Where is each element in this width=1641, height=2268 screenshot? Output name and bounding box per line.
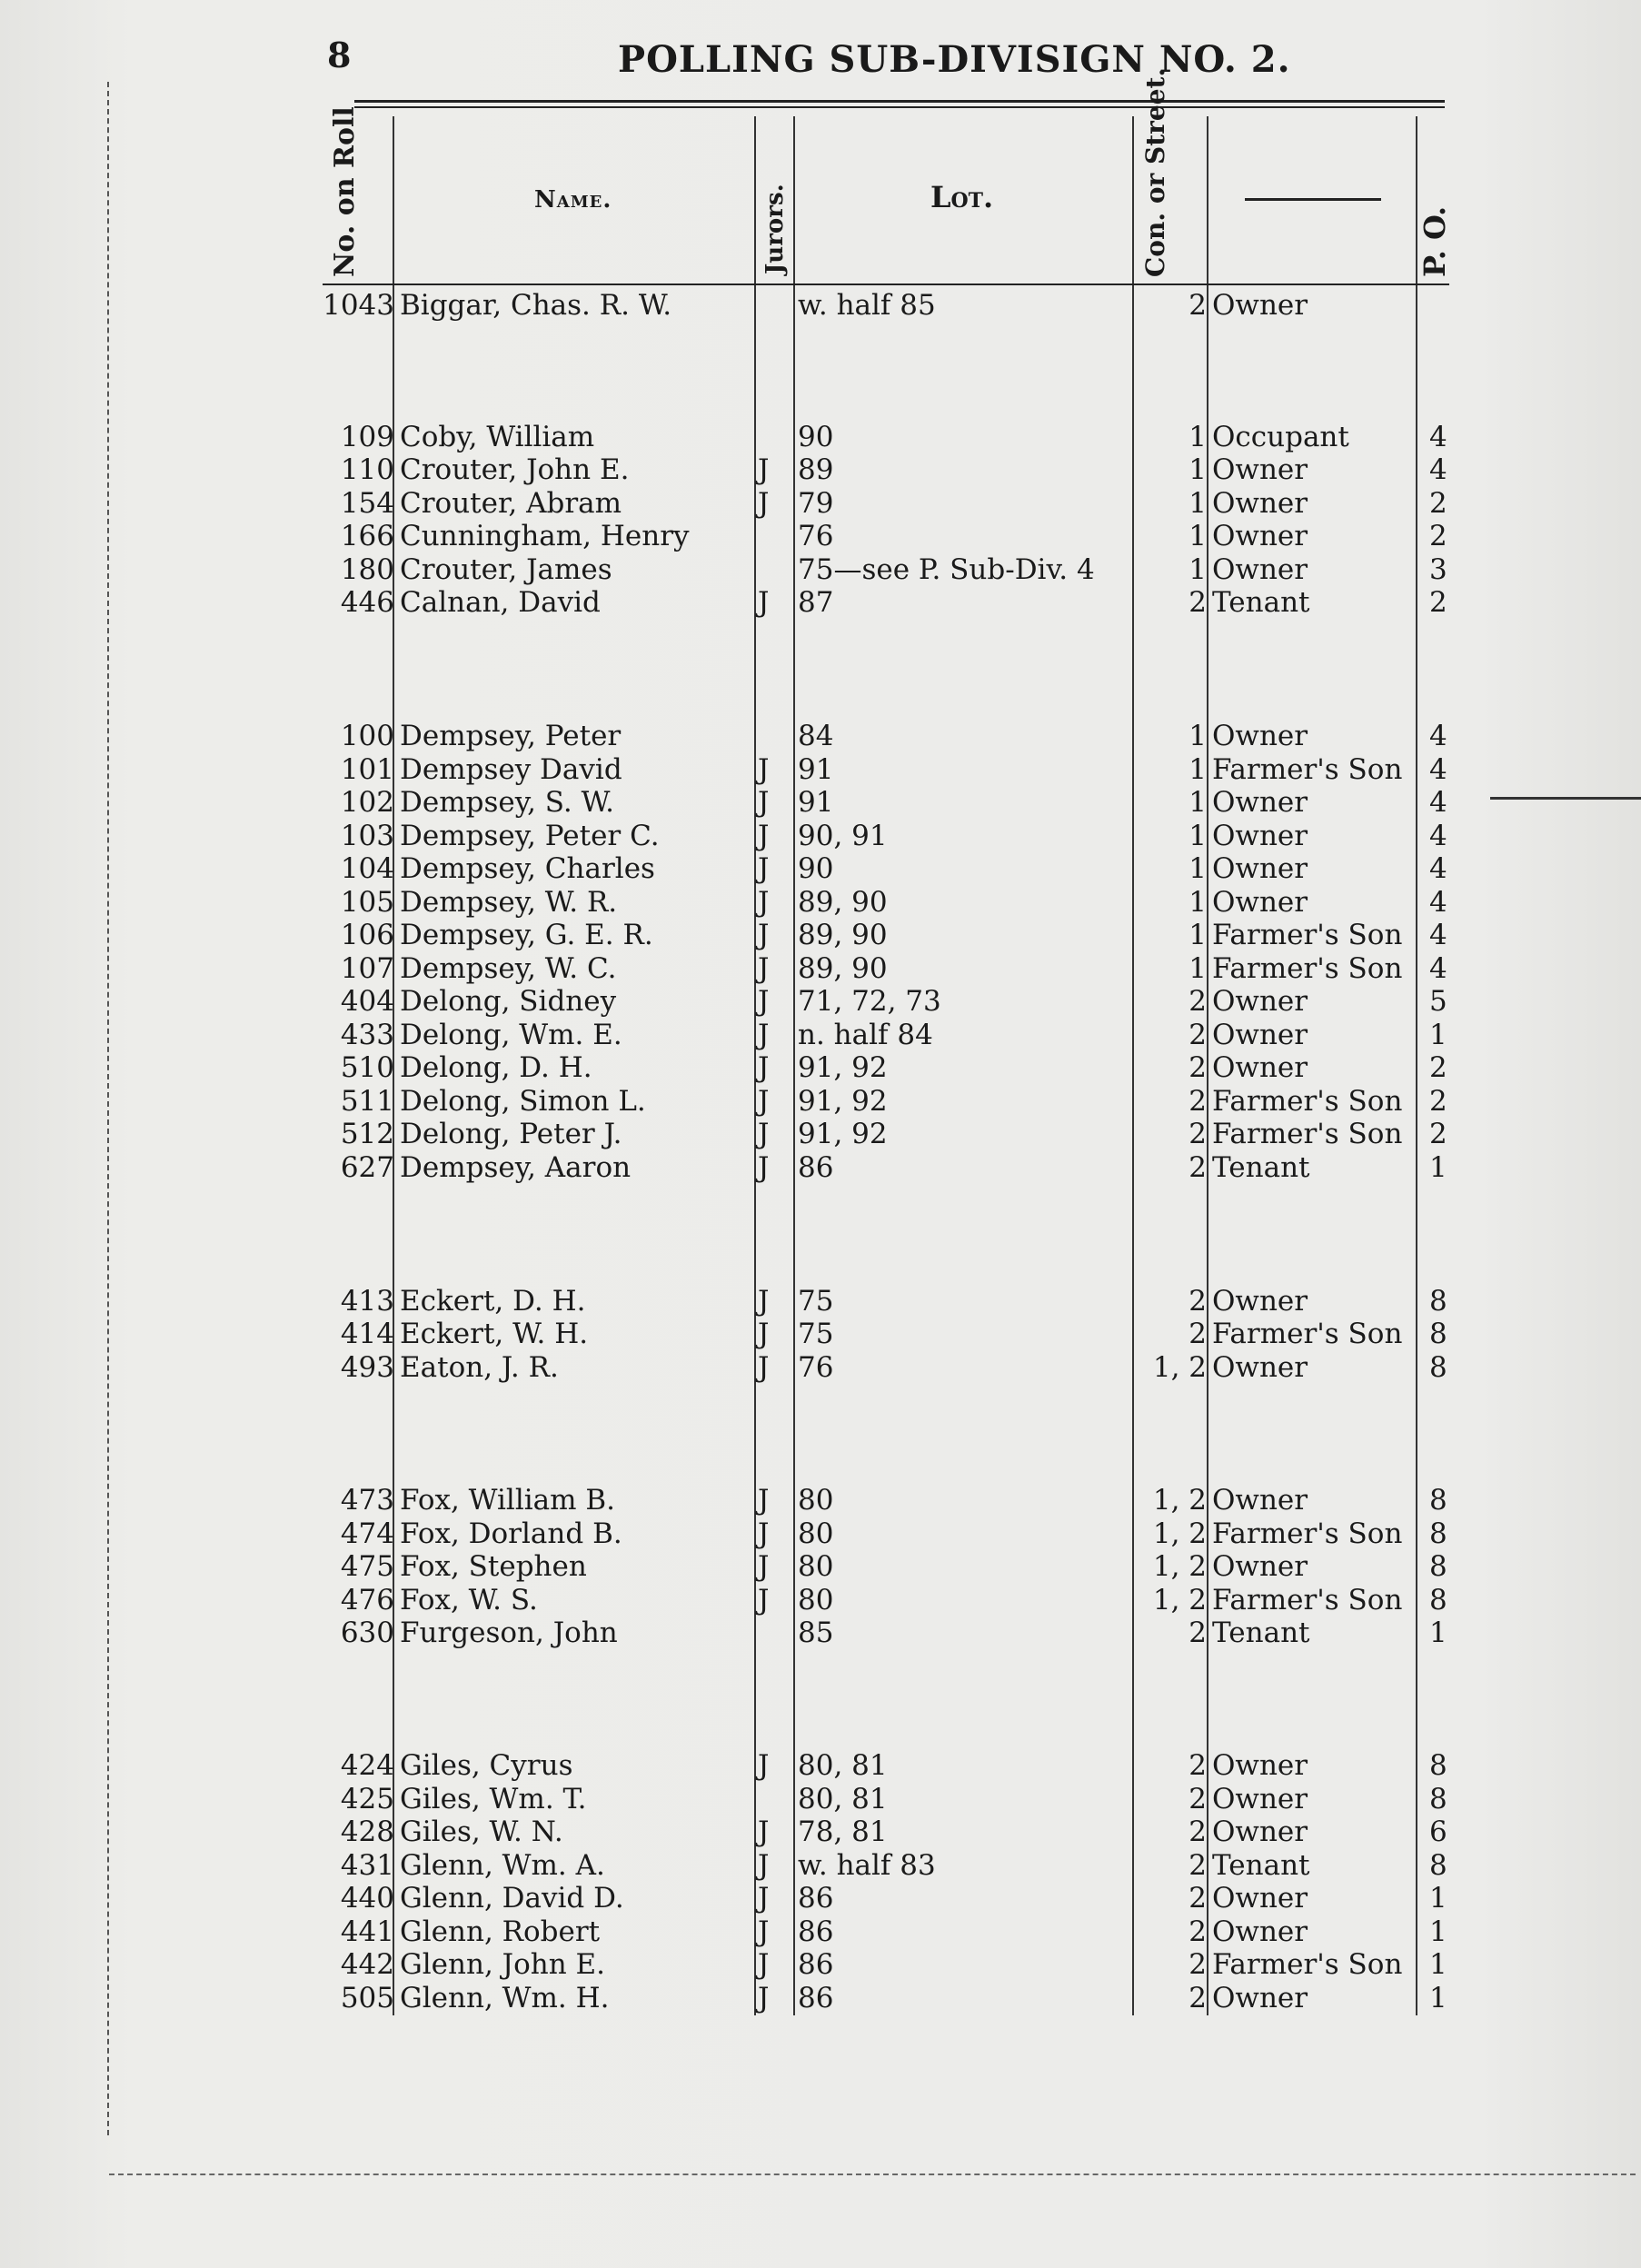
- table-row: [0, 753, 1641, 786]
- juror-mark: J: [758, 820, 770, 852]
- voter-name: Calnan, David: [400, 586, 601, 619]
- table-row: [0, 1051, 1641, 1084]
- table-row: [0, 586, 1641, 619]
- page-title: POLLING SUB-DIVISIGN NO. 2.: [618, 38, 1291, 81]
- concession: 1, 2: [1152, 1351, 1207, 1384]
- voter-status: Tenant: [1212, 1849, 1310, 1882]
- post-office: 2: [1429, 1085, 1447, 1118]
- table-row: [0, 786, 1641, 819]
- voter-name: Fox, Dorland B.: [400, 1517, 622, 1550]
- post-office: 3: [1429, 553, 1447, 586]
- juror-mark: J: [758, 1318, 770, 1350]
- lot-number: 80: [798, 1550, 834, 1583]
- lot-number: 89, 90: [798, 919, 888, 951]
- voter-status: Owner: [1212, 1019, 1308, 1051]
- roll-number: 476: [340, 1584, 394, 1616]
- voter-status: Farmer's Son: [1212, 952, 1403, 985]
- voter-status: Owner: [1212, 487, 1308, 520]
- lot-number: 91: [798, 786, 834, 819]
- post-office: 8: [1429, 1351, 1447, 1384]
- table-row: [0, 852, 1641, 885]
- voter-name: Crouter, James: [400, 553, 612, 586]
- concession: 1: [1188, 952, 1207, 985]
- concession: 2: [1188, 1616, 1207, 1649]
- table-row: [0, 820, 1641, 852]
- lot-number: 84: [798, 720, 834, 752]
- lot-number: 75: [798, 1285, 834, 1318]
- roll-number: 493: [340, 1351, 394, 1384]
- voter-name: Dempsey, Peter: [400, 720, 622, 752]
- voter-name: Coby, William: [400, 421, 595, 453]
- roll-number: 433: [340, 1019, 394, 1051]
- post-office: 4: [1429, 753, 1447, 786]
- concession: 2: [1188, 1915, 1207, 1948]
- lot-number: 86: [798, 1948, 834, 1981]
- table-row: [0, 1783, 1641, 1815]
- voter-name: Glenn, Robert: [400, 1915, 601, 1948]
- concession: 2: [1188, 1849, 1207, 1882]
- post-office: 8: [1429, 1550, 1447, 1583]
- voter-status: Owner: [1212, 1051, 1308, 1084]
- post-office: 8: [1429, 1318, 1447, 1350]
- roll-number: 107: [340, 952, 394, 985]
- juror-mark: J: [758, 487, 770, 520]
- voter-name: Giles, Cyrus: [400, 1749, 573, 1782]
- post-office: 4: [1429, 453, 1447, 486]
- roll-number: 101: [340, 753, 394, 786]
- concession: 1: [1188, 421, 1207, 453]
- juror-mark: J: [758, 1517, 770, 1550]
- roll-number: 446: [340, 586, 394, 619]
- post-office: 4: [1429, 786, 1447, 819]
- voter-status: Owner: [1212, 1882, 1308, 1915]
- page-number: 8: [327, 35, 352, 75]
- table-row: [0, 1351, 1641, 1384]
- concession: 2: [1188, 1783, 1207, 1815]
- table-row: [0, 1584, 1641, 1616]
- voter-name: Delong, Sidney: [400, 985, 617, 1018]
- roll-number: 440: [340, 1882, 394, 1915]
- roll-number: 413: [340, 1285, 394, 1318]
- juror-mark: J: [758, 852, 770, 885]
- roll-number: 510: [340, 1051, 394, 1084]
- lot-number: 90: [798, 421, 834, 453]
- voter-status: Tenant: [1212, 1616, 1310, 1649]
- table-row: [0, 1318, 1641, 1350]
- post-office: 4: [1429, 952, 1447, 985]
- voter-status: Tenant: [1212, 1151, 1310, 1184]
- table-row: [0, 520, 1641, 552]
- voter-status: Owner: [1212, 1749, 1308, 1782]
- voter-status: Owner: [1212, 1484, 1308, 1517]
- roll-number: 505: [340, 1982, 394, 2014]
- roll-number: 627: [340, 1151, 394, 1184]
- roll-number: 1043: [323, 289, 394, 322]
- header-lot: Lot.: [930, 180, 994, 214]
- post-office: 8: [1429, 1517, 1447, 1550]
- post-office: 8: [1429, 1849, 1447, 1882]
- post-office: 2: [1429, 586, 1447, 619]
- roll-number: 110: [340, 453, 394, 486]
- table-row: [0, 1285, 1641, 1318]
- lot-number: 80, 81: [798, 1783, 888, 1815]
- concession: 2: [1188, 1749, 1207, 1782]
- header-jurors: Jurors.: [761, 184, 789, 274]
- juror-mark: J: [758, 453, 770, 486]
- roll-number: 442: [340, 1948, 394, 1981]
- voter-name: Eckert, W. H.: [400, 1318, 589, 1350]
- lot-number: 80: [798, 1517, 834, 1550]
- concession: 1: [1188, 886, 1207, 919]
- table-row: [0, 1882, 1641, 1915]
- voter-name: Glenn, David D.: [400, 1882, 624, 1915]
- lot-number: 90: [798, 852, 834, 885]
- voter-name: Dempsey, S. W.: [400, 786, 614, 819]
- post-office: 4: [1429, 720, 1447, 752]
- voter-status: Tenant: [1212, 586, 1310, 619]
- table-row: [0, 421, 1641, 453]
- voter-name: Dempsey, Aaron: [400, 1151, 632, 1184]
- roll-number: 431: [340, 1849, 394, 1882]
- roll-number: 102: [340, 786, 394, 819]
- lot-number: 87: [798, 586, 834, 619]
- concession: 2: [1188, 586, 1207, 619]
- post-office: 1: [1429, 1882, 1447, 1915]
- roll-number: 511: [340, 1085, 394, 1118]
- lot-number: 91: [798, 753, 834, 786]
- concession: 2: [1188, 1118, 1207, 1150]
- juror-mark: J: [758, 1550, 770, 1583]
- concession: 2: [1188, 1019, 1207, 1051]
- voter-status: Owner: [1212, 852, 1308, 885]
- voter-name: Delong, Peter J.: [400, 1118, 622, 1150]
- post-office: 4: [1429, 820, 1447, 852]
- header-no-on-roll: No. on Roll: [329, 106, 361, 277]
- concession: 1: [1188, 786, 1207, 819]
- concession: 1, 2: [1152, 1584, 1207, 1616]
- voter-name: Fox, William B.: [400, 1484, 616, 1517]
- table-row: [0, 1151, 1641, 1184]
- juror-mark: J: [758, 1484, 770, 1517]
- post-office: 2: [1429, 520, 1447, 552]
- voter-name: Glenn, Wm. A.: [400, 1849, 605, 1882]
- lot-number: 78, 81: [798, 1815, 888, 1848]
- voter-name: Glenn, Wm. H.: [400, 1982, 610, 2014]
- table-row: [0, 1019, 1641, 1051]
- post-office: 5: [1429, 985, 1447, 1018]
- table-row: [0, 289, 1641, 322]
- voter-name: Delong, D. H.: [400, 1051, 592, 1084]
- lot-number: 90, 91: [798, 820, 888, 852]
- lot-number: w. half 83: [798, 1849, 936, 1882]
- table-row: [0, 1118, 1641, 1150]
- juror-mark: J: [758, 1118, 770, 1150]
- juror-mark: J: [758, 919, 770, 951]
- concession: 1: [1188, 753, 1207, 786]
- table-row: [0, 886, 1641, 919]
- table-row: [0, 1849, 1641, 1882]
- concession: 1, 2: [1152, 1517, 1207, 1550]
- table-row: [0, 453, 1641, 486]
- post-office: 1: [1429, 1915, 1447, 1948]
- voter-status: Owner: [1212, 985, 1308, 1018]
- voter-name: Furgeson, John: [400, 1616, 618, 1649]
- post-office: 4: [1429, 852, 1447, 885]
- post-office: 4: [1429, 421, 1447, 453]
- voter-name: Giles, W. N.: [400, 1815, 563, 1848]
- roll-number: 106: [340, 919, 394, 951]
- concession: 2: [1188, 1882, 1207, 1915]
- lot-number: 80: [798, 1584, 834, 1616]
- post-office: 8: [1429, 1584, 1447, 1616]
- voter-name: Giles, Wm. T.: [400, 1783, 587, 1815]
- voter-name: Dempsey, Peter C.: [400, 820, 660, 852]
- voter-status: Owner: [1212, 1915, 1308, 1948]
- voter-status: Owner: [1212, 520, 1308, 552]
- post-office: 4: [1429, 919, 1447, 951]
- concession: 2: [1188, 1151, 1207, 1184]
- lot-number: 76: [798, 520, 834, 552]
- concession: 2: [1188, 1948, 1207, 1981]
- juror-mark: J: [758, 886, 770, 919]
- voter-name: Fox, Stephen: [400, 1550, 587, 1583]
- roll-number: 441: [340, 1915, 394, 1948]
- lot-number: 75—see P. Sub-Div. 4: [798, 553, 1095, 586]
- lot-number: 85: [798, 1616, 834, 1649]
- roll-number: 473: [340, 1484, 394, 1517]
- juror-mark: J: [758, 1948, 770, 1981]
- roll-number: 154: [340, 487, 394, 520]
- roll-number: 180: [340, 553, 394, 586]
- concession: 2: [1188, 1982, 1207, 2014]
- concession: 2: [1188, 1285, 1207, 1318]
- roll-number: 424: [340, 1749, 394, 1782]
- juror-mark: J: [758, 1882, 770, 1915]
- lot-number: 91, 92: [798, 1051, 888, 1084]
- concession: 1, 2: [1152, 1484, 1207, 1517]
- voter-name: Fox, W. S.: [400, 1584, 538, 1616]
- juror-mark: J: [758, 753, 770, 786]
- voter-status: Owner: [1212, 289, 1308, 322]
- voter-status: Owner: [1212, 1285, 1308, 1318]
- lot-number: n. half 84: [798, 1019, 933, 1051]
- voter-name: Biggar, Chas. R. W.: [400, 289, 672, 322]
- table-row: [0, 720, 1641, 752]
- post-office: 4: [1429, 886, 1447, 919]
- post-office: 2: [1429, 1118, 1447, 1150]
- voter-status: Owner: [1212, 453, 1308, 486]
- concession: 2: [1188, 1051, 1207, 1084]
- voter-status: Farmer's Son: [1212, 1118, 1403, 1150]
- roll-number: 109: [340, 421, 394, 453]
- post-office: 8: [1429, 1285, 1447, 1318]
- roll-number: 414: [340, 1318, 394, 1350]
- voter-name: Delong, Simon L.: [400, 1085, 646, 1118]
- voter-status: Farmer's Son: [1212, 1948, 1403, 1981]
- post-office: 1: [1429, 1616, 1447, 1649]
- voter-status: Owner: [1212, 786, 1308, 819]
- voter-status: Owner: [1212, 886, 1308, 919]
- concession: 1: [1188, 453, 1207, 486]
- concession: 1: [1188, 487, 1207, 520]
- voter-status: Farmer's Son: [1212, 753, 1403, 786]
- juror-mark: J: [758, 786, 770, 819]
- concession: 2: [1188, 289, 1207, 322]
- lot-number: 89, 90: [798, 886, 888, 919]
- roll-number: 475: [340, 1550, 394, 1583]
- concession: 1: [1188, 919, 1207, 951]
- post-office: 1: [1429, 1982, 1447, 2014]
- voter-status: Owner: [1212, 1815, 1308, 1848]
- juror-mark: J: [758, 1285, 770, 1318]
- roll-number: 100: [340, 720, 394, 752]
- lot-number: 80, 81: [798, 1749, 888, 1782]
- roll-number: 428: [340, 1815, 394, 1848]
- juror-mark: J: [758, 1151, 770, 1184]
- voter-status: Owner: [1212, 1351, 1308, 1384]
- juror-mark: J: [758, 1849, 770, 1882]
- voter-name: Glenn, John E.: [400, 1948, 606, 1981]
- voter-status: Owner: [1212, 820, 1308, 852]
- lot-number: 86: [798, 1882, 834, 1915]
- concession: 1: [1188, 820, 1207, 852]
- post-office: 2: [1429, 1051, 1447, 1084]
- voter-status: Farmer's Son: [1212, 1584, 1403, 1616]
- roll-number: 512: [340, 1118, 394, 1150]
- voter-status: Farmer's Son: [1212, 1085, 1403, 1118]
- header-con-or-street: Con. or Street.: [1140, 67, 1170, 277]
- table-row: [0, 1550, 1641, 1583]
- concession: 1: [1188, 852, 1207, 885]
- concession: 2: [1188, 1318, 1207, 1350]
- juror-mark: J: [758, 1351, 770, 1384]
- voter-name: Eaton, J. R.: [400, 1351, 559, 1384]
- lot-number: 79: [798, 487, 834, 520]
- table-row: [0, 1517, 1641, 1550]
- voter-status: Owner: [1212, 553, 1308, 586]
- lot-number: 86: [798, 1151, 834, 1184]
- voter-name: Dempsey, G. E. R.: [400, 919, 653, 951]
- roll-number: 630: [340, 1616, 394, 1649]
- roll-number: 425: [340, 1783, 394, 1815]
- voter-status: Owner: [1212, 1783, 1308, 1815]
- roll-number: 103: [340, 820, 394, 852]
- juror-mark: J: [758, 1982, 770, 2014]
- juror-mark: J: [758, 1749, 770, 1782]
- concession: 2: [1188, 985, 1207, 1018]
- voter-status: Farmer's Son: [1212, 919, 1403, 951]
- post-office: 2: [1429, 487, 1447, 520]
- table-row: [0, 487, 1641, 520]
- voter-name: Dempsey, Charles: [400, 852, 655, 885]
- table-row: [0, 1616, 1641, 1649]
- post-office: 8: [1429, 1484, 1447, 1517]
- voter-status: Occupant: [1212, 421, 1349, 453]
- juror-mark: J: [758, 1915, 770, 1948]
- lot-number: 71, 72, 73: [798, 985, 941, 1018]
- lot-number: 91, 92: [798, 1118, 888, 1150]
- table-row: [0, 1749, 1641, 1782]
- juror-mark: J: [758, 586, 770, 619]
- table-row: [0, 1915, 1641, 1948]
- concession: 1: [1188, 520, 1207, 552]
- table-row: [0, 985, 1641, 1018]
- post-office: 1: [1429, 1151, 1447, 1184]
- lot-number: 89: [798, 453, 834, 486]
- concession: 2: [1188, 1815, 1207, 1848]
- juror-mark: J: [758, 1085, 770, 1118]
- table-row: [0, 1484, 1641, 1517]
- voter-name: Crouter, Abram: [400, 487, 622, 520]
- lot-number: 89, 90: [798, 952, 888, 985]
- table-row: [0, 1085, 1641, 1118]
- post-office: 8: [1429, 1783, 1447, 1815]
- post-office: 6: [1429, 1815, 1447, 1848]
- table-row: [0, 1948, 1641, 1981]
- concession: 1, 2: [1152, 1550, 1207, 1583]
- roll-number: 404: [340, 985, 394, 1018]
- concession: 1: [1188, 720, 1207, 752]
- post-office: 1: [1429, 1948, 1447, 1981]
- voter-status: Owner: [1212, 1550, 1308, 1583]
- voter-name: Cunningham, Henry: [400, 520, 690, 552]
- table-row: [0, 1815, 1641, 1848]
- voter-name: Dempsey, W. C.: [400, 952, 617, 985]
- voter-status: Farmer's Son: [1212, 1318, 1403, 1350]
- table-row: [0, 553, 1641, 586]
- voter-status: Owner: [1212, 1982, 1308, 2014]
- voter-name: Eckert, D. H.: [400, 1285, 586, 1318]
- lot-number: 86: [798, 1982, 834, 2014]
- voter-status: Owner: [1212, 720, 1308, 752]
- lot-number: w. half 85: [798, 289, 936, 322]
- voter-name: Crouter, John E.: [400, 453, 630, 486]
- voter-status: Farmer's Son: [1212, 1517, 1403, 1550]
- post-office: 8: [1429, 1749, 1447, 1782]
- voter-name: Dempsey David: [400, 753, 622, 786]
- roll-number: 105: [340, 886, 394, 919]
- header-po: P. O.: [1417, 205, 1452, 277]
- voter-name: Dempsey, W. R.: [400, 886, 618, 919]
- juror-mark: J: [758, 1584, 770, 1616]
- concession: 1: [1188, 553, 1207, 586]
- juror-mark: J: [758, 1019, 770, 1051]
- lot-number: 76: [798, 1351, 834, 1384]
- juror-mark: J: [758, 1815, 770, 1848]
- lot-number: 91, 92: [798, 1085, 888, 1118]
- header-name: Name.: [534, 186, 612, 214]
- lot-number: 80: [798, 1484, 834, 1517]
- voter-name: Delong, Wm. E.: [400, 1019, 622, 1051]
- juror-mark: J: [758, 952, 770, 985]
- roll-number: 166: [340, 520, 394, 552]
- juror-mark: J: [758, 985, 770, 1018]
- post-office: 1: [1429, 1019, 1447, 1051]
- roll-number: 474: [340, 1517, 394, 1550]
- table-row: [0, 919, 1641, 951]
- table-row: [0, 952, 1641, 985]
- lot-number: 86: [798, 1915, 834, 1948]
- concession: 2: [1188, 1085, 1207, 1118]
- juror-mark: J: [758, 1051, 770, 1084]
- table-row: [0, 1982, 1641, 2014]
- lot-number: 75: [798, 1318, 834, 1350]
- roll-number: 104: [340, 852, 394, 885]
